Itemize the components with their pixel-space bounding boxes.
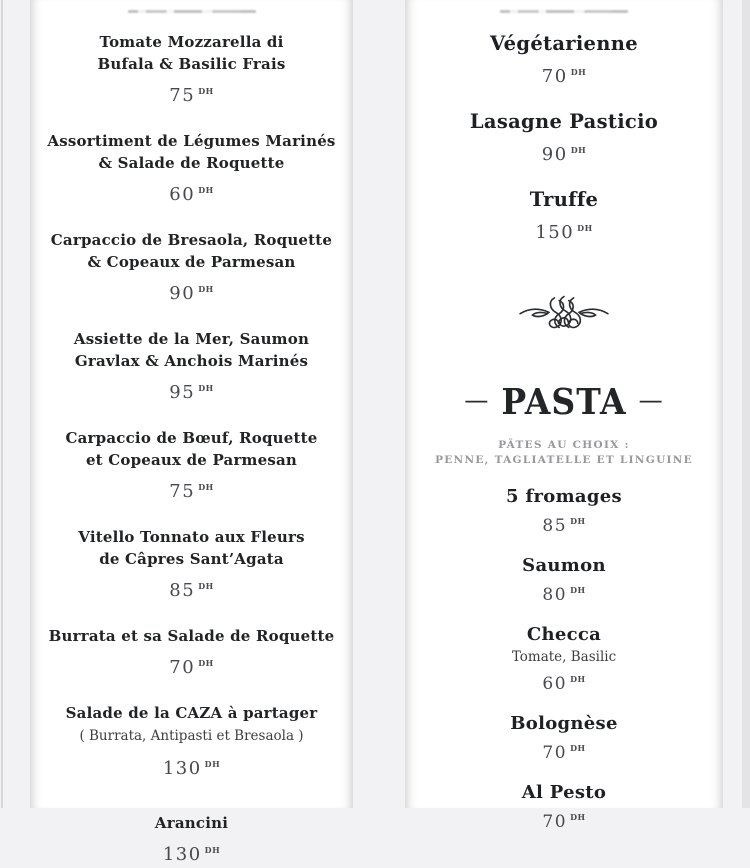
heading-dash: — <box>638 384 664 415</box>
item-name: Végétarienne <box>490 32 638 55</box>
currency-unit: DH <box>204 759 221 769</box>
menu-item <box>405 109 723 168</box>
item-price: 95 $^{DH}$ <box>169 382 214 403</box>
currency-unit: DH <box>198 86 214 96</box>
item-description: Tomate, Basilic <box>511 649 617 665</box>
cropped-section-title-left <box>128 10 256 13</box>
menu-item <box>405 187 723 246</box>
menu-item <box>30 130 353 208</box>
section-heading-pasta <box>405 380 723 423</box>
currency-unit: DH <box>570 585 586 595</box>
section-subtitle-line1: PÂTES AU CHOIX : <box>498 439 630 451</box>
item-price: 70 $^{DH}$ <box>169 657 214 678</box>
item-price: 70 $^{DH}$ <box>542 743 586 763</box>
item-name: Checca <box>526 624 602 645</box>
menu-item <box>30 31 353 109</box>
menu-item <box>30 625 353 681</box>
currency-unit: DH <box>198 581 214 591</box>
menu-item <box>405 31 723 90</box>
item-name: Saumon <box>522 555 606 576</box>
item-name: Al Pesto <box>521 782 607 803</box>
menu-item <box>30 229 353 307</box>
currency-unit: DH <box>204 845 221 855</box>
item-name: de Câpres Sant’Agata <box>99 550 284 568</box>
menu-item <box>405 484 723 538</box>
menu-item <box>405 780 723 834</box>
item-price: 85 $^{DH}$ <box>169 580 214 601</box>
item-name: Gravlax & Anchois Marinés <box>74 352 309 370</box>
item-name: Vitello Tonnato aux Fleurs <box>78 528 305 546</box>
flourish-ornament-icon <box>516 290 612 336</box>
heading-dash: — <box>464 384 490 415</box>
section-subtitle <box>405 438 723 468</box>
item-name: et Copeaux de Parmesan <box>85 451 298 469</box>
currency-unit: DH <box>570 674 586 684</box>
item-name: Carpaccio de Bœuf, Roquette <box>65 429 318 447</box>
item-name: Truffe <box>529 188 599 211</box>
item-name: Bufala & Basilic Frais <box>97 55 286 73</box>
menu-item <box>30 328 353 406</box>
menu-item <box>30 812 353 868</box>
item-price: 130 $^{DH}$ <box>162 844 221 865</box>
currency-unit: DH <box>570 67 587 77</box>
item-name: Assiette de la Mer, Saumon <box>73 330 310 348</box>
currency-unit: DH <box>198 383 214 393</box>
item-price: 130 $^{DH}$ <box>162 758 221 779</box>
menu-card-pasta <box>405 0 723 832</box>
currency-unit: DH <box>198 284 214 294</box>
item-price: 70 $^{DH}$ <box>541 66 587 87</box>
section-subtitle-line2: PENNE, TAGLIATELLE ET LINGUINE <box>435 454 693 466</box>
menu-item <box>405 553 723 607</box>
menu-item <box>405 622 723 696</box>
item-price: 80 $^{DH}$ <box>542 585 586 605</box>
item-name: Assortiment de Légumes Marinés <box>47 132 336 150</box>
item-description: ( Burrata, Antipasti et Bresaola ) <box>79 728 304 744</box>
item-name: Lasagne Pasticio <box>469 110 659 133</box>
item-price: 60 $^{DH}$ <box>169 184 214 205</box>
item-name: & Salade de Roquette <box>98 154 285 172</box>
currency-unit: DH <box>570 812 586 822</box>
currency-unit: DH <box>198 658 214 668</box>
item-name: Salade de la CAZA à partager <box>65 704 318 722</box>
scrollbar-track[interactable] <box>742 0 750 808</box>
menu-item <box>405 711 723 765</box>
section-title: PASTA <box>501 380 627 423</box>
menu-item <box>30 427 353 505</box>
item-name: Carpaccio de Bresaola, Roquette <box>50 231 333 249</box>
item-name: 5 fromages <box>506 486 622 507</box>
item-price: 70 $^{DH}$ <box>542 812 586 832</box>
item-price: 90 $^{DH}$ <box>541 144 587 165</box>
page-left-edge <box>1 0 3 808</box>
currency-unit: DH <box>570 145 587 155</box>
menu-item <box>30 702 353 782</box>
menu-card-antipasti <box>30 0 353 865</box>
item-price: 75 $^{DH}$ <box>169 481 214 502</box>
currency-unit: DH <box>577 223 593 233</box>
item-price: 75 $^{DH}$ <box>169 85 214 106</box>
item-name: & Copeaux de Parmesan <box>87 253 296 271</box>
item-name: Arancini <box>154 814 229 832</box>
item-price: 60 $^{DH}$ <box>542 674 586 694</box>
item-name: Tomate Mozzarella di <box>99 33 284 51</box>
currency-unit: DH <box>570 743 586 753</box>
currency-unit: DH <box>198 482 214 492</box>
item-name: Burrata et sa Salade de Roquette <box>48 627 335 645</box>
item-name: Bolognèse <box>510 713 618 734</box>
item-price: 90 $^{DH}$ <box>169 283 214 304</box>
cropped-section-title-right <box>500 10 628 13</box>
currency-unit: DH <box>198 185 214 195</box>
item-price: 85 $^{DH}$ <box>542 516 586 536</box>
currency-unit: DH <box>570 516 586 526</box>
menu-item <box>30 526 353 604</box>
item-price: 150 $^{DH}$ <box>535 222 593 243</box>
